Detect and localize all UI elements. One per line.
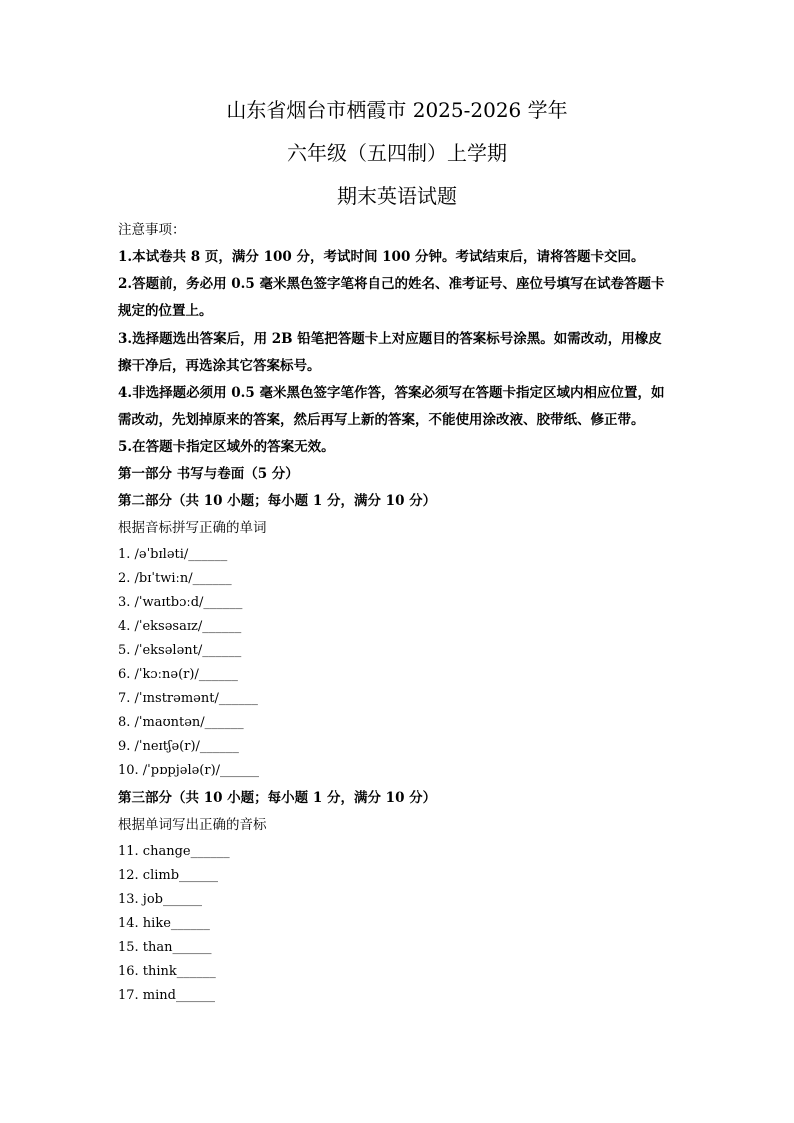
- exam-title-line1: 山东省烟台市栖霞市 2025-2026 学年: [226, 98, 568, 122]
- question-item: 17. mind______: [118, 988, 215, 1003]
- question-item: 7. /ˈɪnstrəmənt/______: [118, 691, 258, 706]
- notice-item: 需改动，先划掉原来的答案，然后再写上新的答案，不能使用涂改液、胶带纸、修正带。: [118, 412, 645, 428]
- question-item: 5. /ˈeksələnt/______: [118, 643, 242, 658]
- notice-item: 1.本试卷共 8 页，满分 100 分，考试时间 100 分钟。考试结束后，请将答题卡交回。: [118, 249, 645, 265]
- exam-title-line3: 期末英语试题: [337, 184, 457, 208]
- notice-item: 2.答题前，务必用 0.5 毫米黑色签字笔将自己的姓名、准考证号、座位号填写在试卷答题卡: [118, 276, 665, 292]
- notice-item: 5.在答题卡指定区域外的答案无效。: [118, 439, 335, 455]
- question-item: 10. /ˈpɒpjələ(r)/______: [118, 763, 260, 778]
- notice-heading: 注意事项：: [118, 222, 186, 238]
- question-item: 6. /ˈkɔːnə(r)/______: [118, 667, 238, 682]
- question-item: 12. climb______: [118, 868, 219, 883]
- question-item: 3. /ˈwaɪtbɔːd/______: [118, 595, 243, 610]
- notice-item: 规定的位置上。: [118, 303, 213, 319]
- question-item: 15. than______: [118, 940, 212, 955]
- question-item: 11. change______: [118, 844, 230, 859]
- notice-item: 4.非选择题必须用 0.5 毫米黑色签字笔作答，答案必须写在答题卡指定区域内相应位置，如: [118, 385, 665, 401]
- question-item: 1. /əˈbɪləti/______: [118, 547, 228, 562]
- part2-instruction: 根据音标拼写正确的单词: [118, 520, 267, 536]
- exam-title-line2: 六年级（五四制）上学期: [287, 141, 507, 165]
- question-item: 13. job______: [118, 892, 202, 907]
- notice-item: 擦干净后，再选涂其它答案标号。: [118, 358, 321, 374]
- question-item: 8. /ˈmaʊntən/______: [118, 715, 244, 730]
- part3-heading: 第三部分（共 10 小题；每小题 1 分，满分 10 分）: [118, 790, 437, 806]
- part1-heading: 第一部分 书写与卷面（5 分）: [118, 466, 299, 482]
- question-item: 14. hike______: [118, 916, 210, 931]
- part2-heading: 第二部分（共 10 小题；每小题 1 分，满分 10 分）: [118, 493, 437, 509]
- question-item: 9. /ˈneɪtʃə(r)/______: [118, 739, 239, 754]
- notice-item: 3.选择题选出答案后，用 2B 铅笔把答题卡上对应题目的答案标号涂黑。如需改动，用橡皮: [118, 331, 662, 347]
- question-item: 2. /bɪˈtwiːn/______: [118, 571, 232, 586]
- question-item: 16. think______: [118, 964, 216, 979]
- part3-instruction: 根据单词写出正确的音标: [118, 817, 267, 833]
- question-item: 4. /ˈeksəsaɪz/______: [118, 619, 242, 634]
